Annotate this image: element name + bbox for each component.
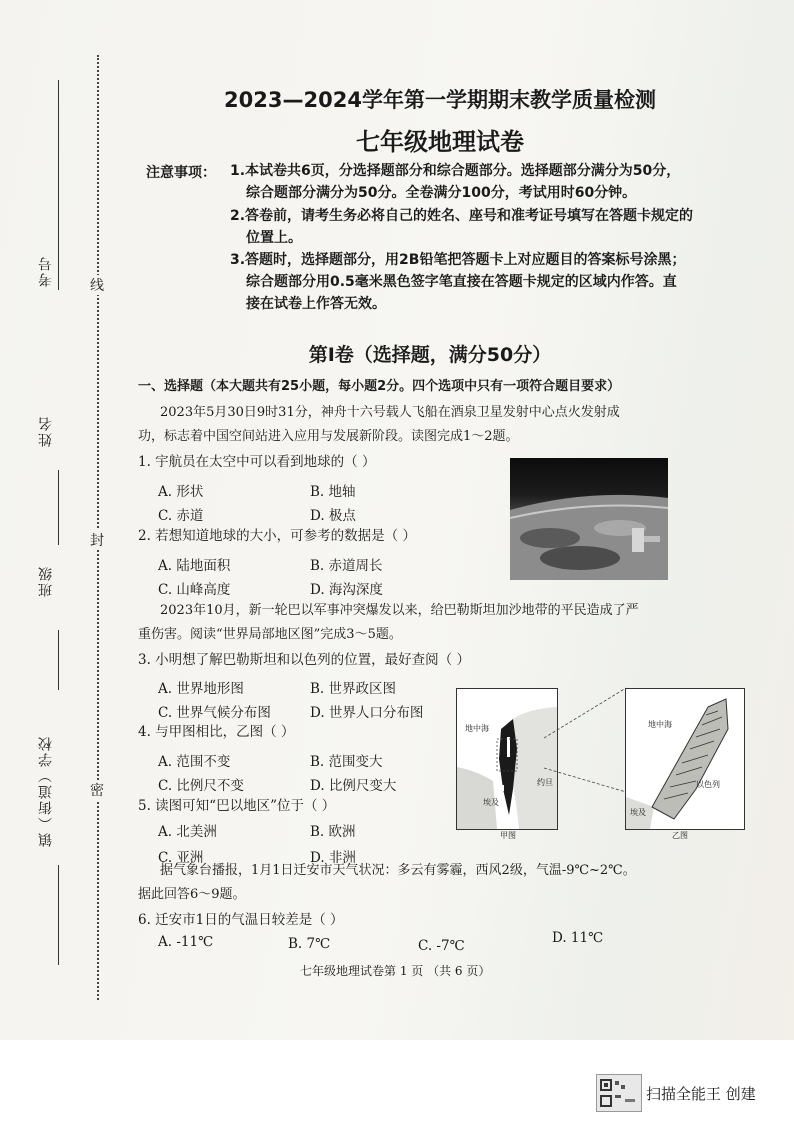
option-a: A. 陆地面积 — [158, 558, 231, 574]
exam-no-label: 考号 — [38, 255, 54, 287]
notice-label: 注意事项： — [146, 165, 216, 181]
map-yi-israel-label: 以色列 — [696, 780, 720, 789]
notice-line: 综合题部分用0.5毫米黑色签字笔直接在答题卡规定的区域内作答。直 — [246, 274, 677, 290]
zoom-connector — [540, 686, 630, 796]
option-c: C. 世界气候分布图 — [158, 705, 271, 721]
page-footer: 七年级地理试卷第 1 页 （共 6 页） — [300, 964, 491, 978]
option-b: B. 赤道周长 — [310, 558, 383, 574]
option-c: C. 亚洲 — [158, 850, 204, 866]
notice-line: 1.本试卷共6页，分选择题部分和综合题部分。选择题部分满分为50分， — [230, 163, 681, 179]
sidebar-rule-2 — [58, 470, 59, 545]
sidebar-rule-4 — [58, 865, 59, 965]
notice-line: 2.答卷前，请考生务必将自己的姓名、座号和准考证号填写在答题卡规定的 — [230, 208, 694, 224]
question-stem: 1. 宇航员在太空中可以看到地球的（ ） — [138, 454, 376, 470]
option-b: B. 世界政区图 — [310, 681, 397, 697]
seal-line-char: 线 — [90, 275, 104, 295]
map-jia-jordan-label: 约旦 — [537, 778, 553, 787]
map-jia-egypt-label: 埃及 — [483, 798, 499, 807]
option-d: D. 极点 — [310, 508, 356, 524]
earth-from-space-photo — [510, 458, 668, 580]
seal-dotted-line — [97, 55, 99, 1000]
option-b: B. 欧洲 — [310, 824, 356, 840]
notice-line: 接在试卷上作答无效。 — [246, 296, 386, 312]
option-b: B. 范围变大 — [310, 754, 383, 770]
option-b: B. 7℃ — [288, 936, 331, 952]
option-c: C. 赤道 — [158, 508, 204, 524]
map-jia-caption: 甲图 — [500, 831, 516, 840]
notice-line: 综合题部分满分为50分。全卷满分100分，考试用时60分钟。 — [246, 185, 637, 201]
option-d: D. 11℃ — [552, 930, 604, 946]
context-paragraph: 重伤害。阅读“世界局部地区图”完成3～5题。 — [138, 627, 402, 642]
context-paragraph: 2023年5月30日9时31分，神舟十六号载人飞船在酒泉卫星发射中心点火发射成 — [160, 405, 620, 420]
option-d: D. 非洲 — [310, 850, 356, 866]
question-stem: 4. 与甲图相比，乙图（ ） — [138, 724, 295, 740]
option-c: C. 比例尺不变 — [158, 778, 244, 794]
section-title: 第Ⅰ卷（选择题，满分50分） — [308, 344, 552, 366]
context-paragraph: 2023年10月，新一轮巴以军事冲突爆发以来，给巴勒斯坦加沙地带的平民造成了严 — [160, 603, 639, 618]
question-stem: 6. 迁安市1日的气温日较差是（ ） — [138, 912, 344, 928]
question-stem: 2. 若想知道地球的大小，可参考的数据是（ ） — [138, 528, 416, 544]
scanner-qr-logo — [596, 1074, 642, 1112]
option-d: D. 世界人口分布图 — [310, 705, 424, 721]
seal-feng-char: 封 — [90, 530, 104, 550]
map-yi — [625, 688, 745, 830]
context-paragraph: 功，标志着中国空间站进入应用与发展新阶段。读图完成1～2题。 — [138, 429, 519, 444]
exam-title: 2023—2024学年第一学期期末教学质量检测 — [224, 88, 656, 112]
school-label: 镇（街道）学校 — [38, 735, 54, 847]
question-stem: 3. 小明想了解巴勒斯坦和以色列的位置，最好查阅（ ） — [138, 652, 470, 668]
notice-line: 3.答题时，选择题部分，用2B铅笔把答题卡上对应题目的答案标号涂黑； — [230, 252, 686, 268]
option-c: C. 山峰高度 — [158, 582, 231, 598]
question-stem: 5. 读图可知“巴以地区”位于（ ） — [138, 798, 336, 814]
paper-title: 七年级地理试卷 — [356, 128, 524, 156]
option-a: A. -11℃ — [158, 934, 214, 950]
section-instruction: 一、选择题（本大题共有25小题，每小题2分。四个选项中只有一项符合题目要求） — [138, 379, 621, 394]
map-yi-egypt-label: 埃及 — [630, 808, 646, 817]
option-a: A. 形状 — [158, 484, 204, 500]
context-paragraph: 据气象台播报，1月1日迁安市天气状况：多云有雾霾，西风2级，气温-9℃~2℃。 — [160, 863, 636, 878]
map-yi-sea-label: 地中海 — [648, 720, 672, 729]
context-paragraph: 据此回答6～9题。 — [138, 887, 246, 902]
class-label: 班级 — [38, 565, 54, 597]
notice-line: 位置上。 — [246, 230, 302, 246]
sidebar-rule-1 — [58, 80, 59, 290]
option-d: D. 比例尺变大 — [310, 778, 397, 794]
option-a: A. 范围不变 — [158, 754, 231, 770]
map-yi-caption: 乙图 — [672, 831, 688, 840]
option-b: B. 地轴 — [310, 484, 356, 500]
option-c: C. -7℃ — [418, 938, 465, 954]
option-a: A. 世界地形图 — [158, 681, 244, 697]
option-a: A. 北美洲 — [158, 824, 217, 840]
seal-mi-char: 密 — [90, 780, 104, 800]
scanner-watermark-text: 扫描全能王 创建 — [646, 1085, 756, 1103]
name-label: 姓名 — [38, 415, 54, 447]
sidebar-rule-3 — [58, 630, 59, 690]
option-d: D. 海沟深度 — [310, 582, 383, 598]
map-jia-sea-label: 地中海 — [465, 724, 489, 733]
